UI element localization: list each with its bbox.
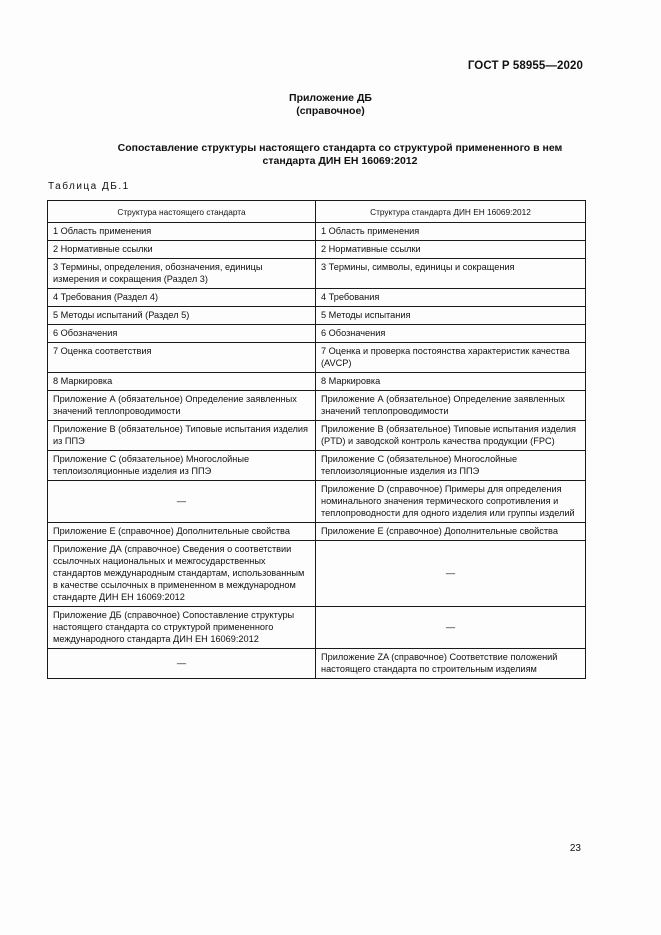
table-row xyxy=(48,289,586,307)
table-row xyxy=(48,481,586,523)
table-row xyxy=(48,607,586,649)
table-cell: 8 Маркировка xyxy=(316,373,586,391)
table-cell: 1 Область применения xyxy=(48,223,316,241)
table-cell: 3 Термины, определения, обозначения, единицы измерения и сокращения (Раздел 3) xyxy=(48,259,316,289)
table-row xyxy=(48,541,586,607)
page-number: 23 xyxy=(569,843,581,854)
table-cell: Приложение D (справочное) Примеры для определения номинального значения термического сопротивления и теплопроводности для одного изделия или группы изделий xyxy=(316,481,586,523)
table-row xyxy=(48,343,586,373)
table-cell: Приложение ZA (справочное) Соответствие положений настоящего стандарта по строительным изделиям xyxy=(316,649,586,679)
table-cell: 7 Оценка и проверка постоянства характеристик качества (AVCP) xyxy=(316,343,586,373)
column-header-din-en-standard: Структура стандарта ДИН ЕН 16069:2012 xyxy=(316,201,586,223)
annex-title: Приложение ДБ xyxy=(289,92,372,104)
table-cell: 1 Область применения xyxy=(316,223,586,241)
table-row xyxy=(48,649,586,679)
table-cell: 6 Обозначения xyxy=(316,325,586,343)
annex-heading xyxy=(0,92,661,118)
table-row xyxy=(48,259,586,289)
structure-comparison-table xyxy=(47,200,586,679)
table-row xyxy=(48,373,586,391)
table-cell: Приложение А (обязательное) Определение заявленных значений теплопроводимости xyxy=(316,391,586,421)
table-row xyxy=(48,523,586,541)
table-row xyxy=(48,451,586,481)
comparison-title xyxy=(60,142,620,168)
table-row xyxy=(48,223,586,241)
table-cell-empty-dash: — xyxy=(48,481,316,523)
comparison-title-line-1: Сопоставление структуры настоящего стандарта со структурой примененного в нем xyxy=(117,142,563,154)
table-cell: Приложение Е (справочное) Дополнительные свойства xyxy=(48,523,316,541)
table-cell: 4 Требования (Раздел 4) xyxy=(48,289,316,307)
table-row xyxy=(48,241,586,259)
table-cell: 4 Требования xyxy=(316,289,586,307)
table-cell-empty-dash: — xyxy=(48,649,316,679)
table-cell: Приложение В (обязательное) Типовые испытания изделия (PTD) и заводской контроль качества продукции (FPC) xyxy=(316,421,586,451)
table-cell: 7 Оценка соответствия xyxy=(48,343,316,373)
table-cell: 8 Маркировка xyxy=(48,373,316,391)
table-cell: Приложение Е (справочное) Дополнительные свойства xyxy=(316,523,586,541)
table-cell: Приложение А (обязательное) Определение заявленных значений теплопроводимости xyxy=(48,391,316,421)
table-cell-empty-dash: — xyxy=(316,541,586,607)
column-header-this-standard: Структура настоящего стандарта xyxy=(48,201,316,223)
table-row xyxy=(48,325,586,343)
annex-kind: (справочное) xyxy=(296,105,365,117)
table-cell: Приложение ДА (справочное) Сведения о соответствии ссылочных национальных и межгосударственных стандартов международным стандартам, использованным в качестве ссылочных в примененном в международном стандарте ДИН ЕН 16069:2012 xyxy=(48,541,316,607)
table-cell: 5 Методы испытаний (Раздел 5) xyxy=(48,307,316,325)
table-cell: Приложение С (обязательное) Многослойные теплоизоляционные изделия из ППЭ xyxy=(316,451,586,481)
table-caption: Таблица ДБ.1 xyxy=(48,181,130,192)
table-cell: 2 Нормативные ссылки xyxy=(48,241,316,259)
document-code: ГОСТ Р 58955—2020 xyxy=(467,60,583,72)
table-cell: Приложение С (обязательное) Многослойные теплоизоляционные изделия из ППЭ xyxy=(48,451,316,481)
table-cell: 2 Нормативные ссылки xyxy=(316,241,586,259)
table-cell: 5 Методы испытания xyxy=(316,307,586,325)
table-cell: 6 Обозначения xyxy=(48,325,316,343)
table-row xyxy=(48,391,586,421)
table-cell: Приложение В (обязательное) Типовые испытания изделия из ППЭ xyxy=(48,421,316,451)
table-row xyxy=(48,307,586,325)
table-row xyxy=(48,421,586,451)
table-cell: 3 Термины, символы, единицы и сокращения xyxy=(316,259,586,289)
table-header-row xyxy=(48,201,586,223)
comparison-title-line-2: стандарта ДИН ЕН 16069:2012 xyxy=(262,155,418,167)
table-cell-empty-dash: — xyxy=(316,607,586,649)
table-cell: Приложение ДБ (справочное) Сопоставление структуры настоящего стандарта со структурой примененного международного стандарта ДИН ЕН 16069:2012 xyxy=(48,607,316,649)
